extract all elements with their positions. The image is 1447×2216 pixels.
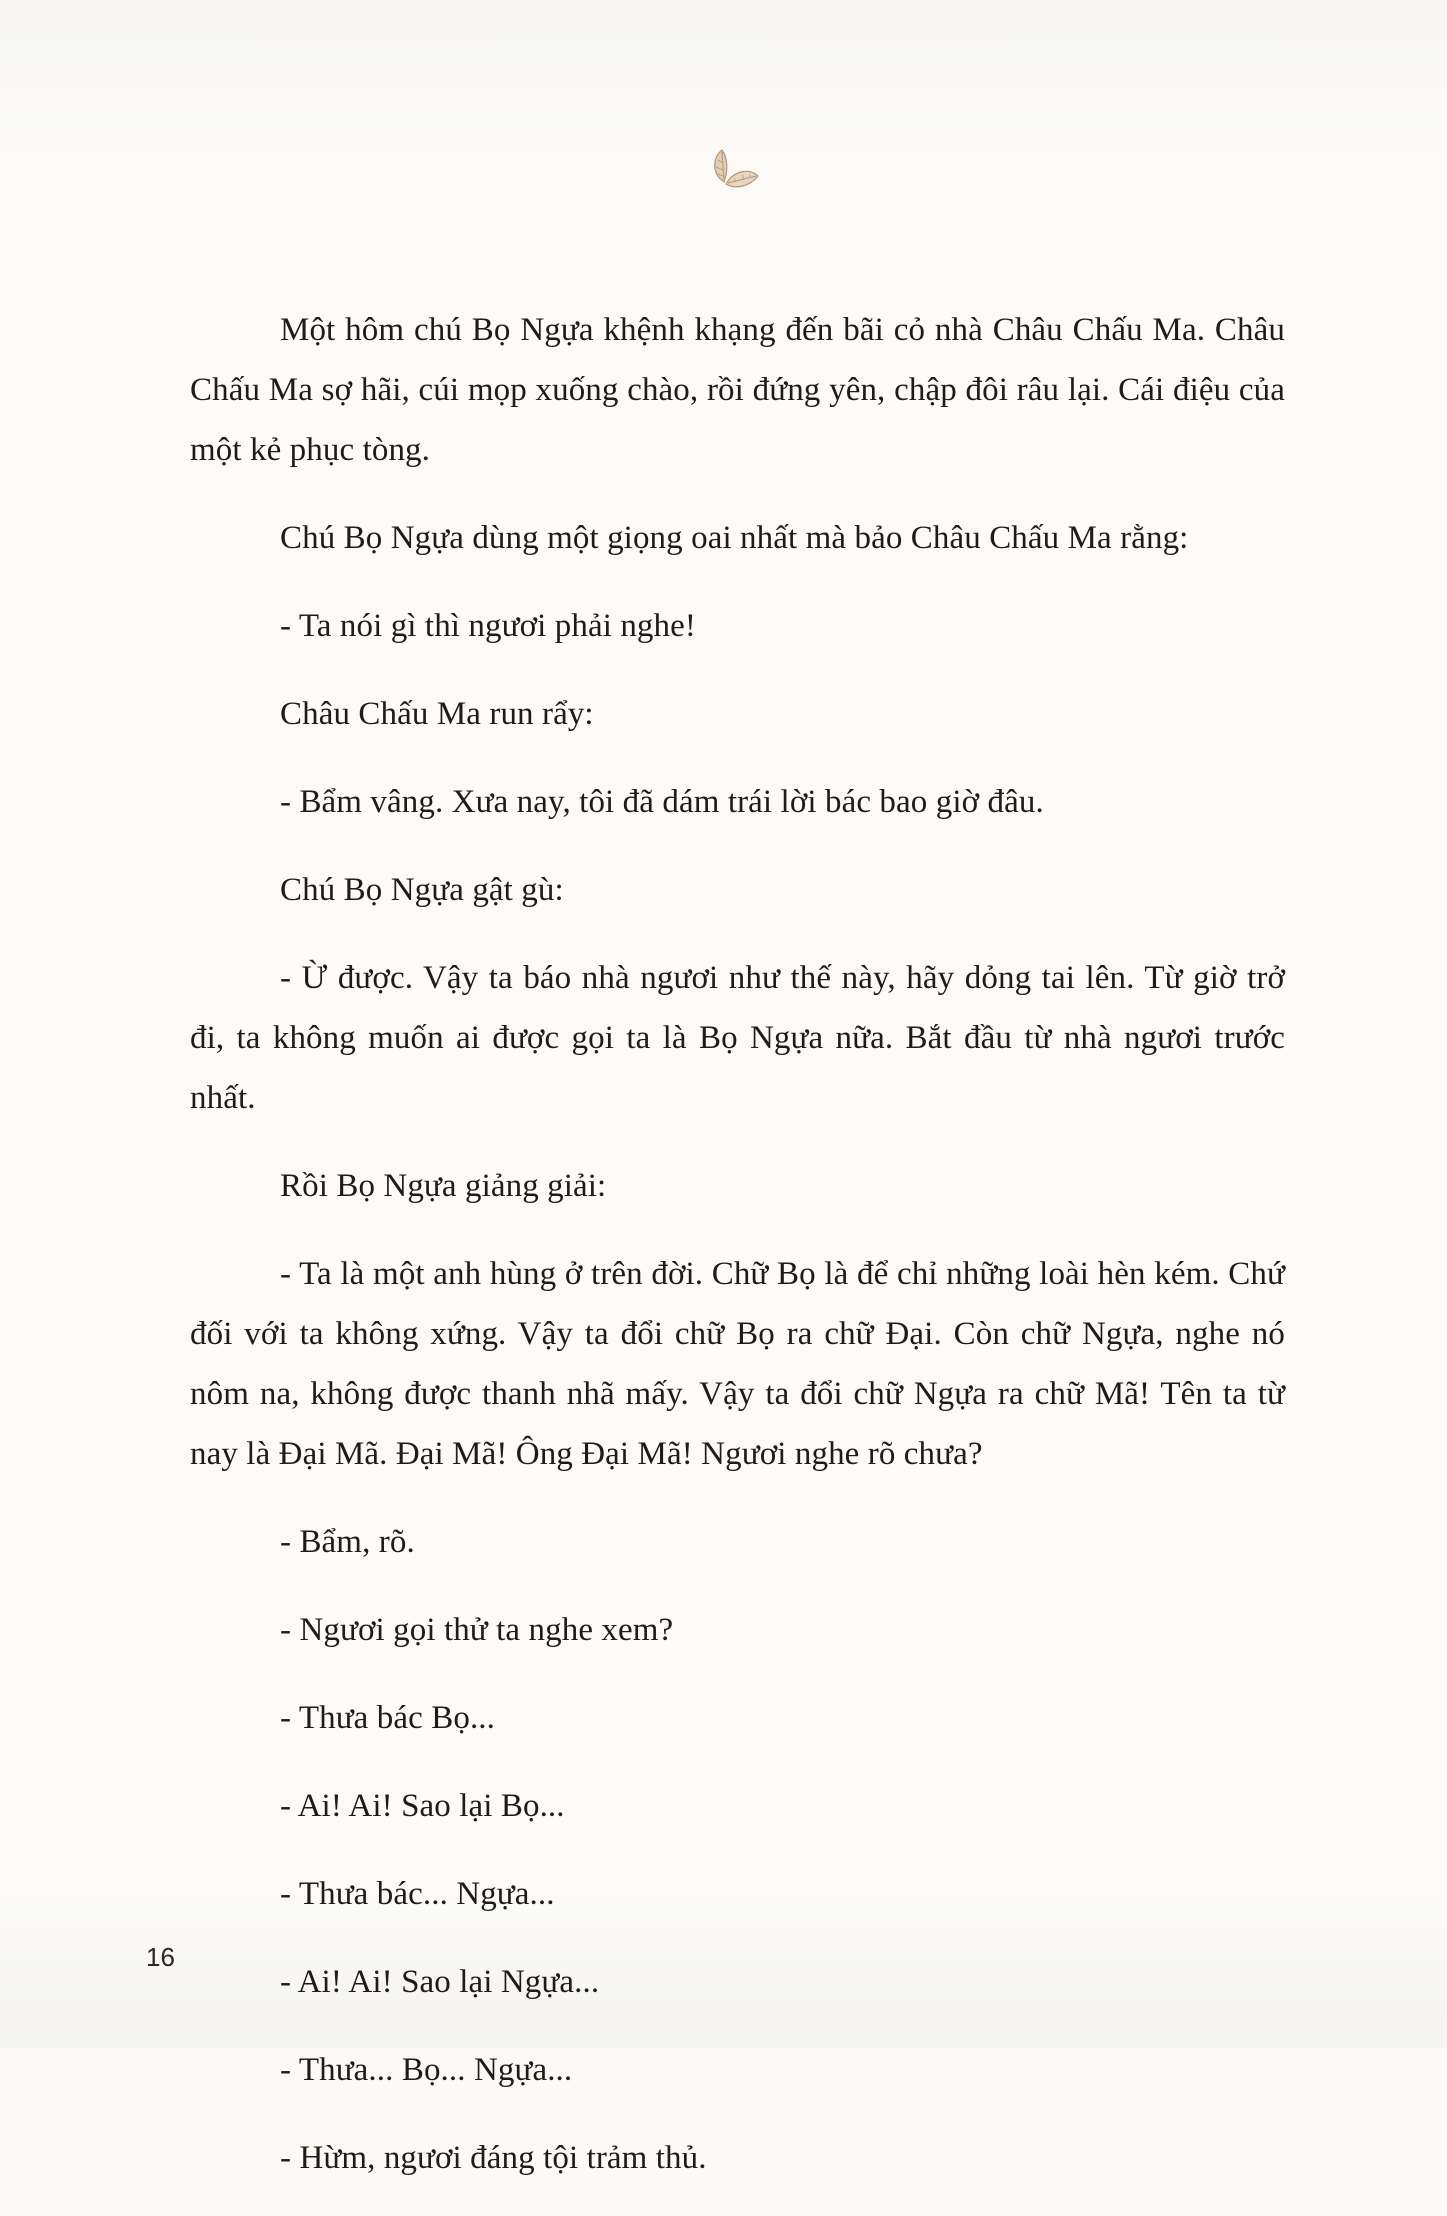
paragraph: - Hừm, ngươi đáng tội trảm thủ. [280, 2140, 707, 2176]
paragraph: - Ta nói gì thì ngươi phải nghe! [280, 608, 696, 644]
paragraph: - Ta là một anh hùng ở trên đời. Chữ Bọ là để chỉ những loài hèn kém. Chứ đối với ta không xứng. Vậy ta đổi chữ Bọ ra chữ Đại. Còn chữ Ngựa, nghe nó nôm na, không được thanh nhã mấy. Vậy ta đổi chữ Ngựa ra chữ Mã! Tên ta từ nay là Đại Mã. Đại Mã! Ông Đại Mã! Ngươi nghe rõ chưa? [190, 1256, 1285, 1472]
paragraph: - Bẩm vâng. Xưa nay, tôi đã dám trái lời bác bao giờ đâu. [280, 784, 1044, 820]
paragraph: Rồi Bọ Ngựa giảng giải: [280, 1168, 607, 1204]
leaf-sprig-icon [700, 140, 764, 204]
paragraph: Châu Chấu Ma run rẩy: [280, 696, 594, 732]
paragraph: Chú Bọ Ngựa gật gù: [280, 872, 564, 908]
paragraph: - Thưa... Bọ... Ngựa... [280, 2052, 573, 2088]
paragraph: - Ai! Ai! Sao lại Bọ... [280, 1788, 565, 1824]
paragraph: - Thưa bác Bọ... [280, 1700, 495, 1736]
paragraph: - Ai! Ai! Sao lại Ngựa... [280, 1964, 600, 2000]
paragraph: Một hôm chú Bọ Ngựa khệnh khạng đến bãi cỏ nhà Châu Chấu Ma. Châu Chấu Ma sợ hãi, cúi mọp xuống chào, rồi đứng yên, chập đôi râu lại. Cái điệu của một kẻ phục tòng. [190, 312, 1285, 468]
story-text [190, 300, 1285, 2216]
page-number: 16 [146, 1942, 175, 1972]
paragraph: Chú Bọ Ngựa dùng một giọng oai nhất mà bảo Châu Chấu Ma rằng: [280, 520, 1189, 556]
paragraph: - Bẩm, rõ. [280, 1524, 415, 1560]
paragraph: - Ngươi gọi thử ta nghe xem? [280, 1612, 674, 1648]
paragraph: - Thưa bác... Ngựa... [280, 1876, 555, 1912]
paragraph: - Ừ được. Vậy ta báo nhà ngươi như thế này, hãy dỏng tai lên. Từ giờ trở đi, ta không muốn ai được gọi ta là Bọ Ngựa nữa. Bắt đầu từ nhà ngươi trước nhất. [190, 960, 1285, 1116]
